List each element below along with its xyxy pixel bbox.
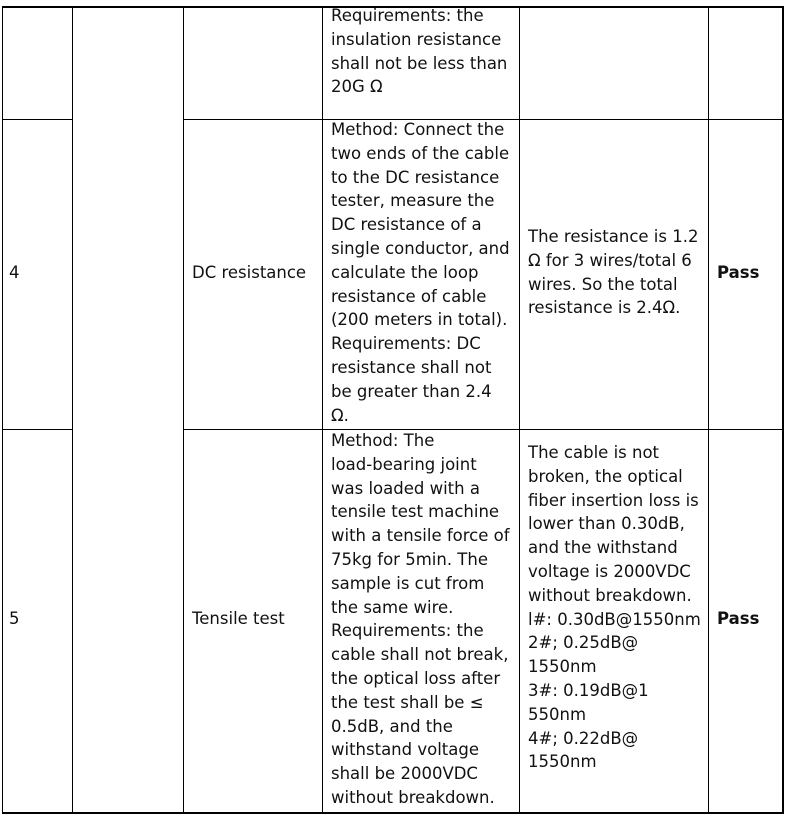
test-item-cell: Tensile test bbox=[192, 609, 285, 628]
method-requirement-cell: Method: The load-bearing joint was loaded with a tensile test machine with a tensile force of 75kg for 5min. The sample is cut from the same wire. Requirements: the cable shall not break, the optical loss after the test shall be ≤ 0.5dB, and the withstand voltage shall be 2000VDC without breakdown. bbox=[331, 431, 510, 807]
column-divider bbox=[519, 6, 520, 814]
test-number-cell: 5 bbox=[9, 609, 20, 628]
test-result-cell: The cable is not broken, the optical fiber insertion loss is lower than 0.30dB, and the withstand voltage is 2000VDC without breakdown. l#: 0.30dB@1550nm 2#; 0.25dB@ 1550nm 3#: 0.19dB@1 550nm 4#; 0.22dB@ 1550nm bbox=[528, 443, 701, 772]
method-requirement-cell: Method: Connect the two ends of the cable to the DC resistance tester, measure the DC resistance of a single conductor, and calculate the loop resistance of cable (200 meters in total). Requirements: DC resistance shall not be greater than 2.4 Ω. bbox=[331, 120, 510, 425]
conclusion-cell: Pass bbox=[717, 609, 760, 628]
row-divider bbox=[2, 429, 72, 430]
column-divider bbox=[708, 6, 709, 814]
test-number-cell: 4 bbox=[9, 263, 20, 282]
row-divider bbox=[2, 119, 72, 120]
column-divider bbox=[72, 6, 73, 814]
test-result-cell: The resistance is 1.2 Ω for 3 wires/total 6 wires. So the total resistance is 2.4Ω. bbox=[528, 227, 699, 318]
conclusion-cell: Pass bbox=[717, 263, 760, 282]
column-divider bbox=[322, 6, 323, 814]
method-requirement-cell: Requirements: the insulation resistance shall not be less than 20G Ω bbox=[331, 6, 508, 97]
test-item-cell: DC resistance bbox=[192, 263, 307, 282]
column-divider bbox=[183, 6, 184, 814]
